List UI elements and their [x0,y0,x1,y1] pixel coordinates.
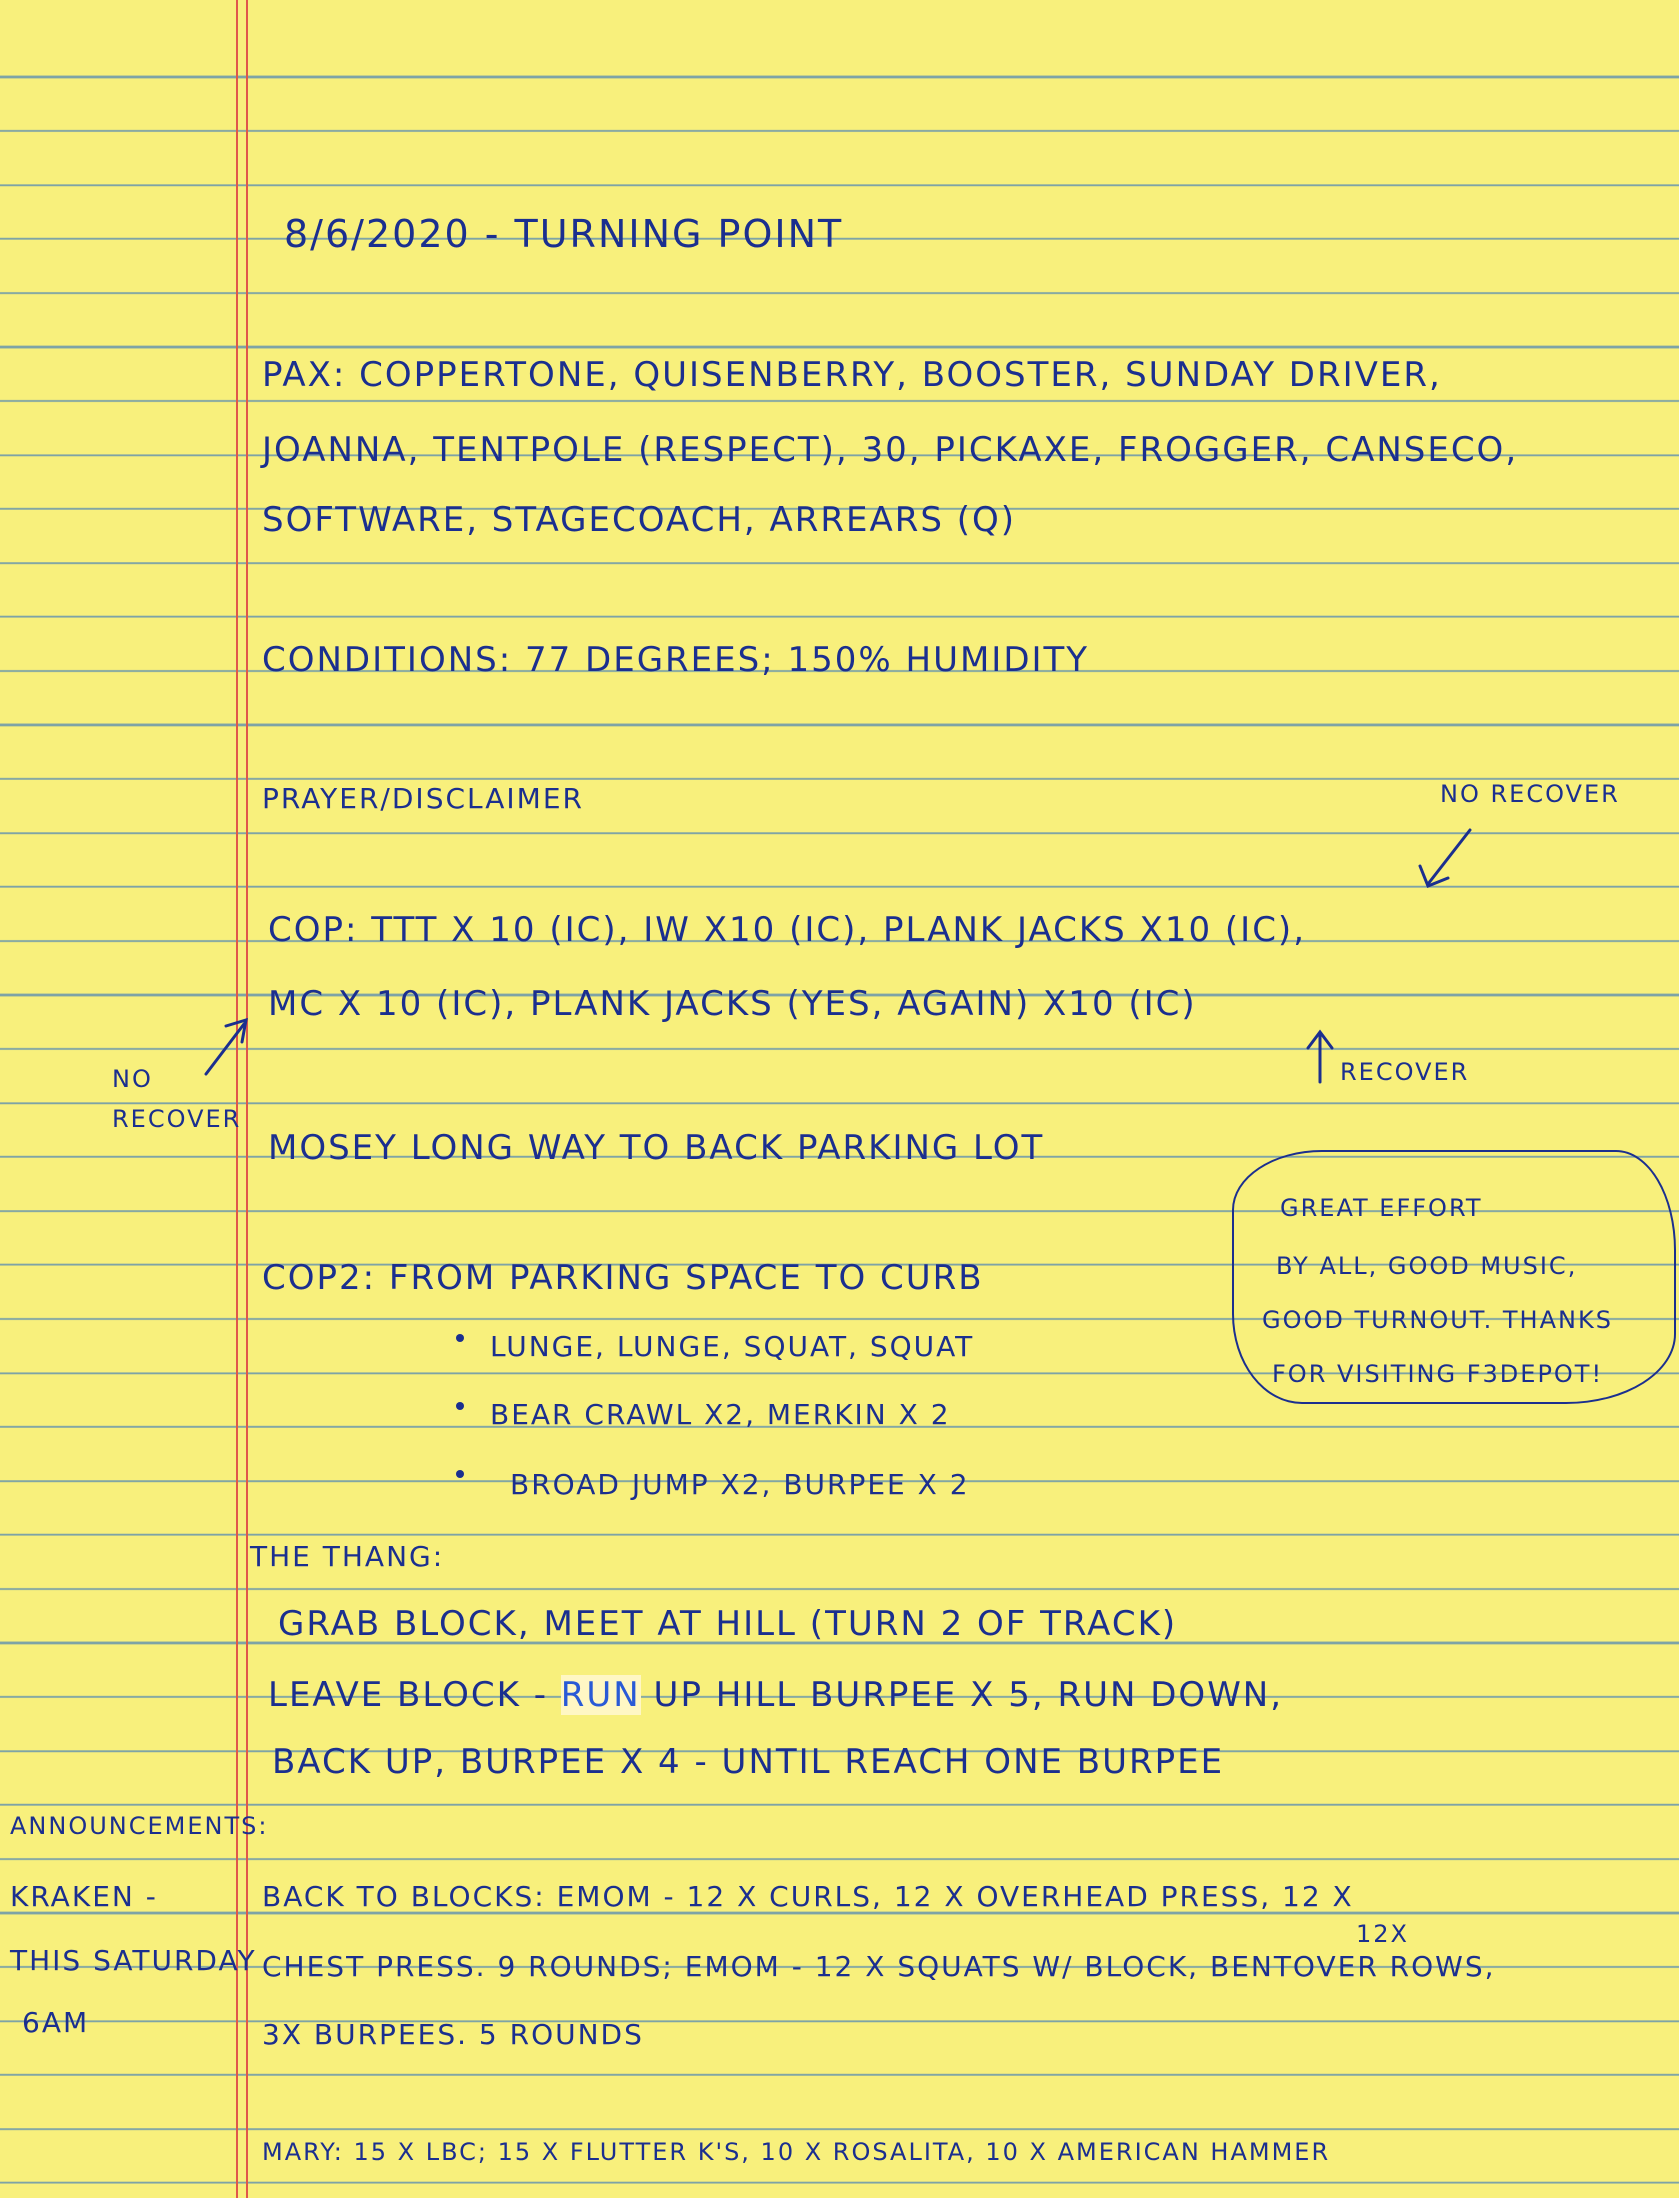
cop2-title: COP2: FROM PARKING SPACE TO CURB [262,1258,984,1298]
cloud-line-1: GREAT EFFORT [1280,1194,1483,1222]
announcements-line-1: KRAKEN - [10,1880,158,1913]
cloud-line-2: BY ALL, GOOD MUSIC, [1276,1252,1578,1280]
blocks-superscript: 12X [1356,1920,1409,1948]
pax-line-1: PAX: COPPERTONE, QUISENBERRY, BOOSTER, SUNDAY DRIVER, [262,355,1442,395]
arrow-no-recover-top-icon [1428,830,1470,884]
cop2-item-1: LUNGE, LUNGE, SQUAT, SQUAT [490,1330,975,1363]
blocks-line-2: CHEST PRESS. 9 ROUNDS; EMOM - 12 X SQUATS W/ BLOCK, BENTOVER ROWS, [262,1950,1496,1983]
pax-line-2: JOANNA, TENTPOLE (RESPECT), 30, PICKAXE, FROGGER, CANSECO, [262,430,1519,470]
pax-line-3: SOFTWARE, STAGECOACH, ARREARS (Q) [262,500,1017,540]
note-no-recover-top: NO RECOVER [1440,780,1620,808]
cloud-line-4: FOR VISITING F3DEPOT! [1272,1360,1604,1388]
thang-line-2-pre: LEAVE BLOCK - [268,1675,561,1715]
arrow-no-recover-left-icon [206,1024,244,1074]
thang-line-1: GRAB BLOCK, MEET AT HILL (TURN 2 OF TRACK) [278,1604,1178,1644]
announcements-line-2: THIS SATURDAY [10,1944,257,1977]
thang-line-2-run: RUN [560,1675,641,1715]
cloud-line-3: GOOD TURNOUT. THANKS [1262,1306,1613,1334]
conditions: CONDITIONS: 77 DEGREES; 150% HUMIDITY [262,640,1090,680]
note-no-recover-left-1: NO [112,1065,153,1093]
note-no-recover-left-2: RECOVER [112,1105,242,1133]
thang-title: THE THANG: [250,1540,445,1573]
prayer-disclaimer: PRAYER/DISCLAIMER [262,782,584,815]
mary: MARY: 15 X LBC; 15 X FLUTTER K'S, 10 X ROSALITA, 10 X AMERICAN HAMMER [262,2138,1331,2166]
cop2-item-2: BEAR CRAWL X2, MERKIN X 2 [490,1398,951,1431]
cop2-item-3: BROAD JUMP X2, BURPEE X 2 [510,1468,970,1501]
cop1-line-2: MC X 10 (IC), PLANK JACKS (YES, AGAIN) X10 (IC) [268,984,1197,1024]
announcements-line-3: 6AM [22,2006,90,2039]
thang-line-3: BACK UP, BURPEE X 4 - UNTIL REACH ONE BURPEE [272,1742,1225,1782]
note-recover-bottom: RECOVER [1340,1058,1470,1086]
thang-line-2-post: UP HILL BURPEE X 5, RUN DOWN, [640,1675,1284,1715]
blocks-line-3: 3X BURPEES. 5 ROUNDS [262,2018,644,2051]
mosey: MOSEY LONG WAY TO BACK PARKING LOT [268,1128,1045,1168]
cop1-line-1: COP: TTT X 10 (IC), IW X10 (IC), PLANK JACKS X10 (IC), [268,910,1307,950]
blocks-line-1: BACK TO BLOCKS: EMOM - 12 X CURLS, 12 X OVERHEAD PRESS, 12 X [262,1880,1354,1913]
date-title: 8/6/2020 - TURNING POINT [284,212,844,256]
announcements-title: ANNOUNCEMENTS: [10,1812,269,1840]
